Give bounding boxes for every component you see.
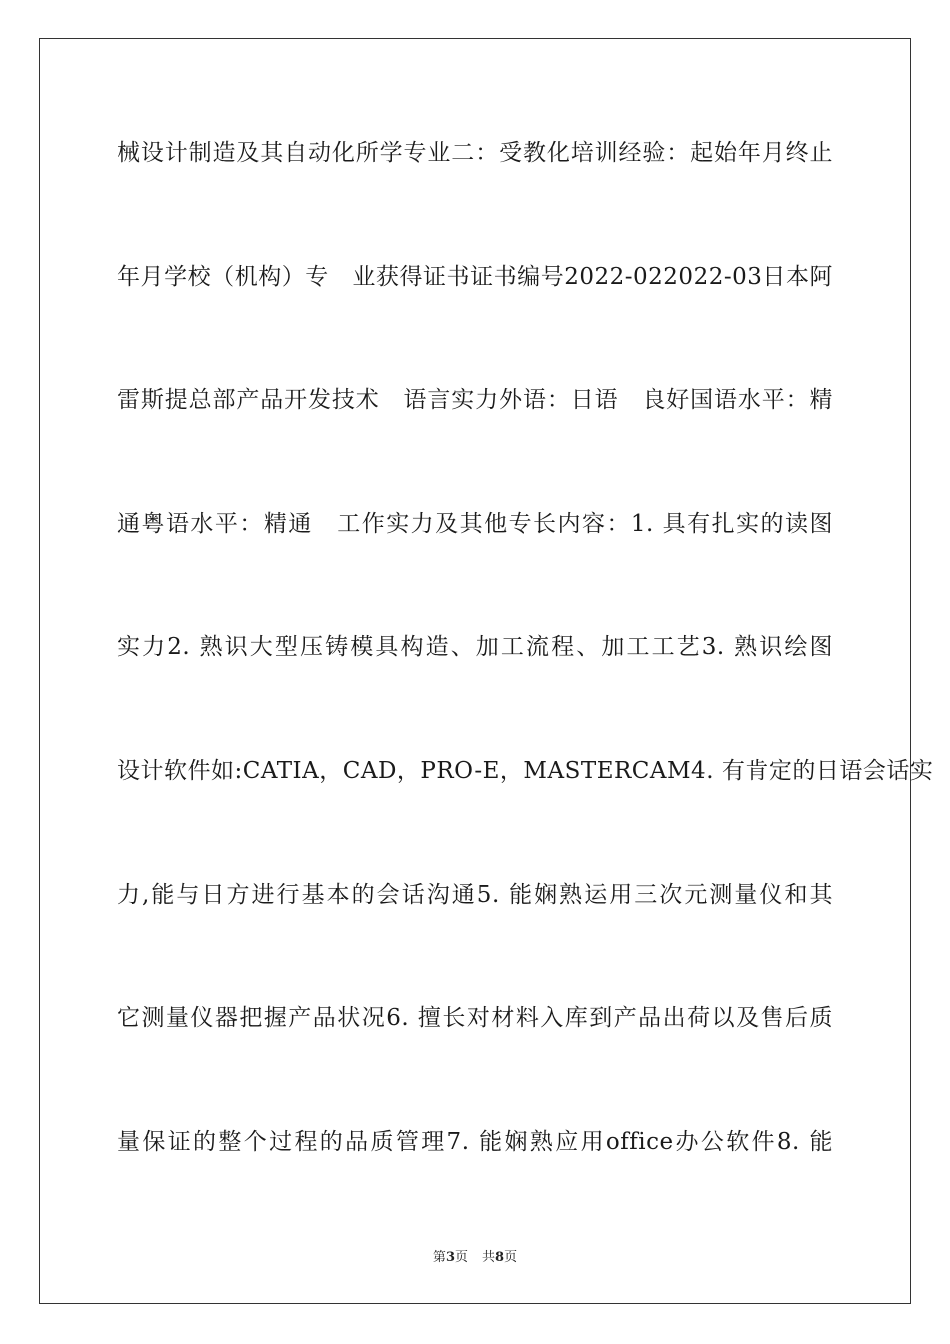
- body-text-line-1: 械设计制造及其自动化所学专业二：受教化培训经验：起始年月终止: [117, 140, 833, 166]
- page-number-suffix: 页: [454, 1250, 468, 1265]
- page-number-current: 3: [445, 1250, 455, 1265]
- page-footer: [0, 1246, 950, 1265]
- page-total: 8: [495, 1250, 505, 1265]
- page-border: [39, 38, 934, 1304]
- body-text-line-8: 它测量仪器把握产品状况6. 擅长对材料入库到产品出荷以及售后质: [117, 1005, 833, 1031]
- body-text-line-7: 力,能与日方进行基本的会话沟通5. 能娴熟运用三次元测量仪和其: [117, 882, 833, 908]
- body-text-line-9: 量保证的整个过程的品质管理7. 能娴熟应用office办公软件8. 能: [117, 1129, 833, 1155]
- body-text-line-6: 设计软件如:CATIA，CAD，PRO-E，MASTERCAM4. 有肯定的日语会话实: [117, 758, 934, 784]
- body-text-line-2: 年月学校（机构）专 业获得证书证书编号2022-022022-03日本阿: [117, 264, 833, 290]
- body-text-line-5: 实力2. 熟识大型压铸模具构造、加工流程、加工工艺3. 熟识绘图: [117, 634, 833, 660]
- body-text-line-3: 雷斯提总部产品开发技术 语言实力外语：日语 良好国语水平：精: [117, 387, 833, 413]
- page-total-suffix: 页: [504, 1250, 518, 1265]
- page-number-prefix: 第: [432, 1250, 446, 1265]
- page-total-prefix: 共: [482, 1250, 496, 1265]
- body-text-line-4: 通粤语水平：精通 工作实力及其他专长内容：1. 具有扎实的读图: [117, 511, 833, 537]
